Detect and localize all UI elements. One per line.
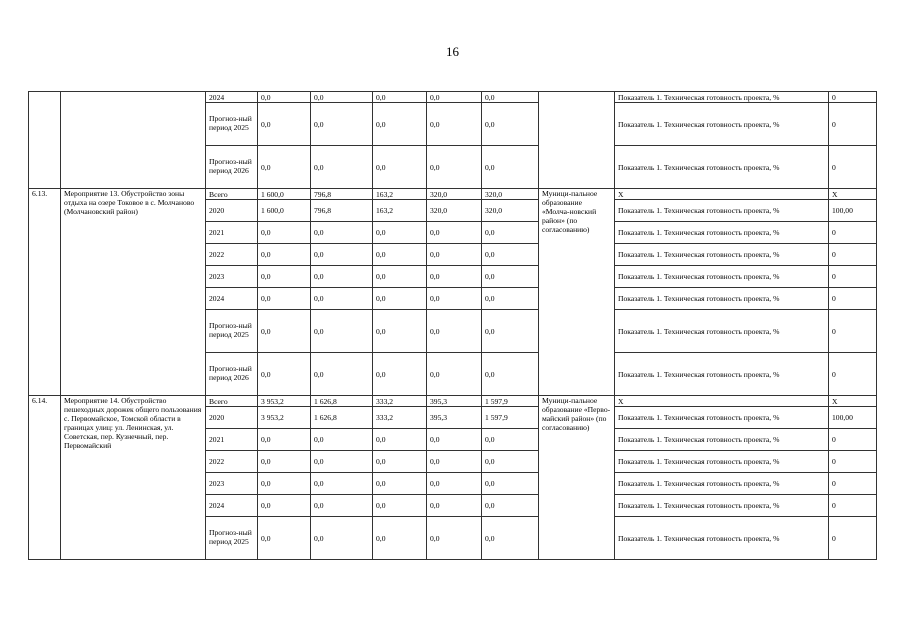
indicator-value-cell: 0 xyxy=(829,288,877,310)
value-cell: 0,0 xyxy=(427,103,482,146)
value-cell: 0,0 xyxy=(311,517,373,560)
value-cell: 0,0 xyxy=(258,244,311,266)
value-cell: 0,0 xyxy=(311,429,373,451)
value-cell: 320,0 xyxy=(427,189,482,200)
indicator-value-cell: 0 xyxy=(829,222,877,244)
indicator-value-cell: 0 xyxy=(829,146,877,189)
indicator-value-cell: X xyxy=(829,396,877,407)
value-cell: 0,0 xyxy=(258,266,311,288)
table-row xyxy=(29,92,877,103)
value-cell: 395,3 xyxy=(427,407,482,429)
value-cell: 0,0 xyxy=(373,146,427,189)
value-cell: 0,0 xyxy=(258,288,311,310)
value-cell: 0,0 xyxy=(311,451,373,473)
value-cell: 0,0 xyxy=(427,473,482,495)
item-name-cell: Мероприятие 14. Обустройство пешеходных дорожек общего пользования с. Первомайское, Томской области в границах улиц: ул. Ленинская, ул. Советская, пер. Кузнечный, пер. Первомайский xyxy=(61,396,206,560)
value-cell: 0,0 xyxy=(311,146,373,189)
value-cell: 0,0 xyxy=(482,266,539,288)
year-cell: 2023 xyxy=(206,266,258,288)
value-cell: 333,2 xyxy=(373,407,427,429)
value-cell: 0,0 xyxy=(427,92,482,103)
indicator-value-cell: 0 xyxy=(829,429,877,451)
item-number-cell: 6.13. xyxy=(29,189,61,396)
indicator-cell: Показатель 1. Техническая готовность проекта, % xyxy=(615,200,829,222)
year-cell: 2024 xyxy=(206,92,258,103)
value-cell: 333,2 xyxy=(373,396,427,407)
value-cell: 0,0 xyxy=(258,310,311,353)
year-cell: Прогноз-ный период 2026 xyxy=(206,353,258,396)
indicator-cell: Показатель 1. Техническая готовность проекта, % xyxy=(615,473,829,495)
value-cell: 0,0 xyxy=(427,495,482,517)
program-table xyxy=(28,91,877,560)
value-cell: 0,0 xyxy=(427,222,482,244)
table-row xyxy=(29,189,877,200)
value-cell: 0,0 xyxy=(258,517,311,560)
value-cell: 0,0 xyxy=(427,244,482,266)
indicator-cell: X xyxy=(615,189,829,200)
value-cell: 0,0 xyxy=(427,429,482,451)
year-cell: Всего xyxy=(206,396,258,407)
indicator-cell: X xyxy=(615,396,829,407)
value-cell: 0,0 xyxy=(373,517,427,560)
value-cell: 0,0 xyxy=(373,92,427,103)
value-cell: 0,0 xyxy=(427,310,482,353)
indicator-value-cell: 0 xyxy=(829,103,877,146)
year-cell: 2023 xyxy=(206,473,258,495)
year-cell: Прогноз-ный период 2025 xyxy=(206,517,258,560)
value-cell: 0,0 xyxy=(258,92,311,103)
year-cell: Прогноз-ный период 2026 xyxy=(206,146,258,189)
value-cell: 1 597,9 xyxy=(482,407,539,429)
year-cell: 2024 xyxy=(206,495,258,517)
value-cell: 796,8 xyxy=(311,200,373,222)
value-cell: 3 953,2 xyxy=(258,407,311,429)
indicator-value-cell: 0 xyxy=(829,473,877,495)
value-cell: 395,3 xyxy=(427,396,482,407)
item-name-cell: Мероприятие 13. Обустройство зоны отдыха на озере Токовое в с. Молчаново (Молчановский район) xyxy=(61,189,206,396)
value-cell: 0,0 xyxy=(258,103,311,146)
indicator-value-cell: 0 xyxy=(829,451,877,473)
year-cell: 2022 xyxy=(206,244,258,266)
value-cell: 0,0 xyxy=(427,266,482,288)
value-cell: 0,0 xyxy=(373,451,427,473)
executor-cell xyxy=(539,92,615,189)
value-cell: 0,0 xyxy=(482,473,539,495)
value-cell: 0,0 xyxy=(482,353,539,396)
value-cell: 0,0 xyxy=(311,244,373,266)
year-cell: Прогноз-ный период 2025 xyxy=(206,103,258,146)
value-cell: 0,0 xyxy=(482,310,539,353)
indicator-cell: Показатель 1. Техническая готовность проекта, % xyxy=(615,353,829,396)
value-cell: 1 626,8 xyxy=(311,396,373,407)
value-cell: 0,0 xyxy=(427,146,482,189)
value-cell: 796,8 xyxy=(311,189,373,200)
indicator-cell: Показатель 1. Техническая готовность проекта, % xyxy=(615,146,829,189)
value-cell: 0,0 xyxy=(373,244,427,266)
value-cell: 0,0 xyxy=(258,473,311,495)
value-cell: 0,0 xyxy=(311,92,373,103)
indicator-cell: Показатель 1. Техническая готовность проекта, % xyxy=(615,310,829,353)
value-cell: 320,0 xyxy=(427,200,482,222)
value-cell: 0,0 xyxy=(427,353,482,396)
value-cell: 0,0 xyxy=(373,222,427,244)
value-cell: 0,0 xyxy=(311,473,373,495)
value-cell: 0,0 xyxy=(427,288,482,310)
item-name-cell xyxy=(61,92,206,189)
value-cell: 0,0 xyxy=(373,266,427,288)
value-cell: 1 600,0 xyxy=(258,200,311,222)
indicator-value-cell: 0 xyxy=(829,495,877,517)
indicator-value-cell: 0 xyxy=(829,266,877,288)
value-cell: 0,0 xyxy=(482,103,539,146)
value-cell: 163,2 xyxy=(373,200,427,222)
value-cell: 0,0 xyxy=(373,473,427,495)
value-cell: 0,0 xyxy=(258,353,311,396)
value-cell: 0,0 xyxy=(258,146,311,189)
value-cell: 0,0 xyxy=(482,429,539,451)
value-cell: 0,0 xyxy=(258,429,311,451)
value-cell: 0,0 xyxy=(311,103,373,146)
item-number-cell xyxy=(29,92,61,189)
year-cell: 2022 xyxy=(206,451,258,473)
executor-cell: Муници-пальное образование «Перво-майский район» (по согласованию) xyxy=(539,396,615,560)
value-cell: 0,0 xyxy=(482,451,539,473)
indicator-value-cell: 100,00 xyxy=(829,407,877,429)
indicator-value-cell: 0 xyxy=(829,517,877,560)
indicator-value-cell: 0 xyxy=(829,353,877,396)
value-cell: 0,0 xyxy=(482,222,539,244)
value-cell: 1 597,9 xyxy=(482,396,539,407)
indicator-cell: Показатель 1. Техническая готовность проекта, % xyxy=(615,222,829,244)
value-cell: 0,0 xyxy=(427,517,482,560)
indicator-cell: Показатель 1. Техническая готовность проекта, % xyxy=(615,103,829,146)
table-body xyxy=(29,92,877,560)
value-cell: 0,0 xyxy=(311,266,373,288)
value-cell: 3 953,2 xyxy=(258,396,311,407)
indicator-cell: Показатель 1. Техническая готовность проекта, % xyxy=(615,517,829,560)
indicator-value-cell: X xyxy=(829,189,877,200)
year-cell: Прогноз-ный период 2025 xyxy=(206,310,258,353)
year-cell: 2021 xyxy=(206,222,258,244)
indicator-cell: Показатель 1. Техническая готовность проекта, % xyxy=(615,288,829,310)
value-cell: 1 600,0 xyxy=(258,189,311,200)
value-cell: 0,0 xyxy=(311,310,373,353)
value-cell: 0,0 xyxy=(482,146,539,189)
indicator-value-cell: 0 xyxy=(829,310,877,353)
indicator-cell: Показатель 1. Техническая готовность проекта, % xyxy=(615,407,829,429)
indicator-value-cell: 100,00 xyxy=(829,200,877,222)
indicator-cell: Показатель 1. Техническая готовность проекта, % xyxy=(615,451,829,473)
year-cell: 2020 xyxy=(206,407,258,429)
value-cell: 0,0 xyxy=(258,451,311,473)
item-number-cell: 6.14. xyxy=(29,396,61,560)
indicator-cell: Показатель 1. Техническая готовность проекта, % xyxy=(615,495,829,517)
value-cell: 0,0 xyxy=(311,495,373,517)
table-row xyxy=(29,396,877,407)
value-cell: 0,0 xyxy=(373,103,427,146)
year-cell: 2020 xyxy=(206,200,258,222)
indicator-value-cell: 0 xyxy=(829,92,877,103)
value-cell: 0,0 xyxy=(373,495,427,517)
year-cell: Всего xyxy=(206,189,258,200)
value-cell: 320,0 xyxy=(482,189,539,200)
value-cell: 1 626,8 xyxy=(311,407,373,429)
value-cell: 163,2 xyxy=(373,189,427,200)
value-cell: 0,0 xyxy=(311,353,373,396)
page-number: 16 xyxy=(446,44,459,59)
year-cell: 2024 xyxy=(206,288,258,310)
value-cell: 0,0 xyxy=(482,495,539,517)
indicator-cell: Показатель 1. Техническая готовность проекта, % xyxy=(615,244,829,266)
value-cell: 0,0 xyxy=(258,222,311,244)
value-cell: 0,0 xyxy=(482,288,539,310)
value-cell: 0,0 xyxy=(427,451,482,473)
indicator-value-cell: 0 xyxy=(829,244,877,266)
indicator-cell: Показатель 1. Техническая готовность проекта, % xyxy=(615,92,829,103)
value-cell: 0,0 xyxy=(482,92,539,103)
value-cell: 0,0 xyxy=(373,310,427,353)
value-cell: 0,0 xyxy=(311,222,373,244)
value-cell: 0,0 xyxy=(373,288,427,310)
value-cell: 0,0 xyxy=(482,244,539,266)
executor-cell: Муници-пальное образование «Молча-новский район» (по согласованию) xyxy=(539,189,615,396)
value-cell: 0,0 xyxy=(311,288,373,310)
indicator-cell: Показатель 1. Техническая готовность проекта, % xyxy=(615,429,829,451)
indicator-cell: Показатель 1. Техническая готовность проекта, % xyxy=(615,266,829,288)
year-cell: 2021 xyxy=(206,429,258,451)
value-cell: 320,0 xyxy=(482,200,539,222)
value-cell: 0,0 xyxy=(373,429,427,451)
value-cell: 0,0 xyxy=(482,517,539,560)
value-cell: 0,0 xyxy=(258,495,311,517)
value-cell: 0,0 xyxy=(373,353,427,396)
